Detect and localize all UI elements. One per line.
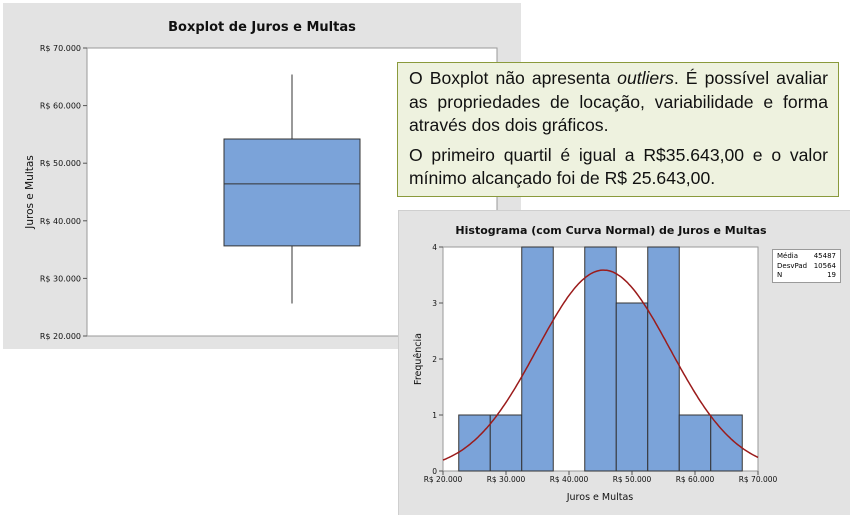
histogram-bar bbox=[616, 303, 648, 471]
callout-textbox bbox=[397, 62, 839, 197]
histogram-bar bbox=[648, 247, 680, 471]
stats-row-mean bbox=[777, 252, 836, 262]
histogram-x-axis-label: Juros e Multas bbox=[566, 492, 634, 503]
callout-p1-end: . É possível avaliar as propriedades de locação, variabilidade e forma através dos dois gráficos. bbox=[409, 68, 828, 135]
histogram-x-tick-label: R$ 30.000 bbox=[486, 475, 526, 484]
boxplot-y-tick-label: R$ 40.000 bbox=[39, 216, 81, 226]
callout-paragraph-1 bbox=[409, 67, 828, 138]
histogram-y-tick-label: 1 bbox=[432, 411, 437, 420]
stats-label-stdev: DesvPad bbox=[777, 261, 808, 270]
boxplot-y-tick-label: R$ 60.000 bbox=[39, 101, 81, 111]
callout-paragraph-2: O primeiro quartil é igual a R$35.643,00 e o valor mínimo alcançado foi de R$ 25.643,00. bbox=[409, 144, 828, 188]
histogram-y-tick-label: 3 bbox=[432, 299, 437, 308]
histogram-bar bbox=[585, 247, 617, 471]
boxplot-y-tick-label: R$ 30.000 bbox=[39, 274, 81, 284]
boxplot-box bbox=[224, 139, 360, 246]
histogram-bar bbox=[522, 247, 554, 471]
stats-value-mean: 45487 bbox=[813, 252, 836, 260]
histogram-x-tick-label: R$ 20.000 bbox=[423, 475, 463, 484]
histogram-bar bbox=[711, 415, 743, 471]
stats-label-mean: Média bbox=[777, 252, 799, 260]
stats-value-stdev: 10564 bbox=[813, 261, 836, 270]
histogram-panel bbox=[398, 210, 850, 515]
histogram-x-tick-label: R$ 60.000 bbox=[675, 475, 715, 484]
boxplot-y-tick-label: R$ 50.000 bbox=[39, 159, 81, 169]
boxplot-y-axis-label: Juros e Multas bbox=[24, 155, 36, 229]
histogram-x-tick-label: R$ 40.000 bbox=[549, 475, 589, 484]
stats-value-n: 19 bbox=[827, 271, 836, 279]
histogram-title: Histograma (com Curva Normal) de Juros e Multas bbox=[455, 224, 767, 237]
histogram-bar bbox=[490, 415, 522, 471]
callout-p1-start: O Boxplot não apresenta bbox=[409, 68, 618, 88]
stats-row-stdev bbox=[777, 262, 836, 272]
boxplot-title: Boxplot de Juros e Multas bbox=[168, 20, 356, 35]
histogram-y-tick-label: 2 bbox=[432, 355, 437, 364]
boxplot-y-tick-label: R$ 70.000 bbox=[39, 44, 81, 53]
boxplot-y-tick-label: R$ 20.000 bbox=[39, 332, 81, 341]
histogram-x-tick-label: R$ 70.000 bbox=[738, 475, 778, 484]
histogram-bar bbox=[679, 415, 711, 471]
histogram-x-tick-label: R$ 50.000 bbox=[612, 475, 652, 484]
histogram-y-tick-label: 4 bbox=[432, 243, 437, 252]
stats-row-n bbox=[777, 271, 836, 281]
callout-p1-emphasis: outliers bbox=[617, 68, 674, 88]
histogram-bar bbox=[459, 415, 491, 471]
stats-legend bbox=[772, 249, 841, 283]
stats-label-n: N bbox=[777, 271, 783, 279]
histogram-y-tick-label: 0 bbox=[432, 467, 437, 476]
histogram-y-axis-label: Frequência bbox=[413, 333, 424, 385]
